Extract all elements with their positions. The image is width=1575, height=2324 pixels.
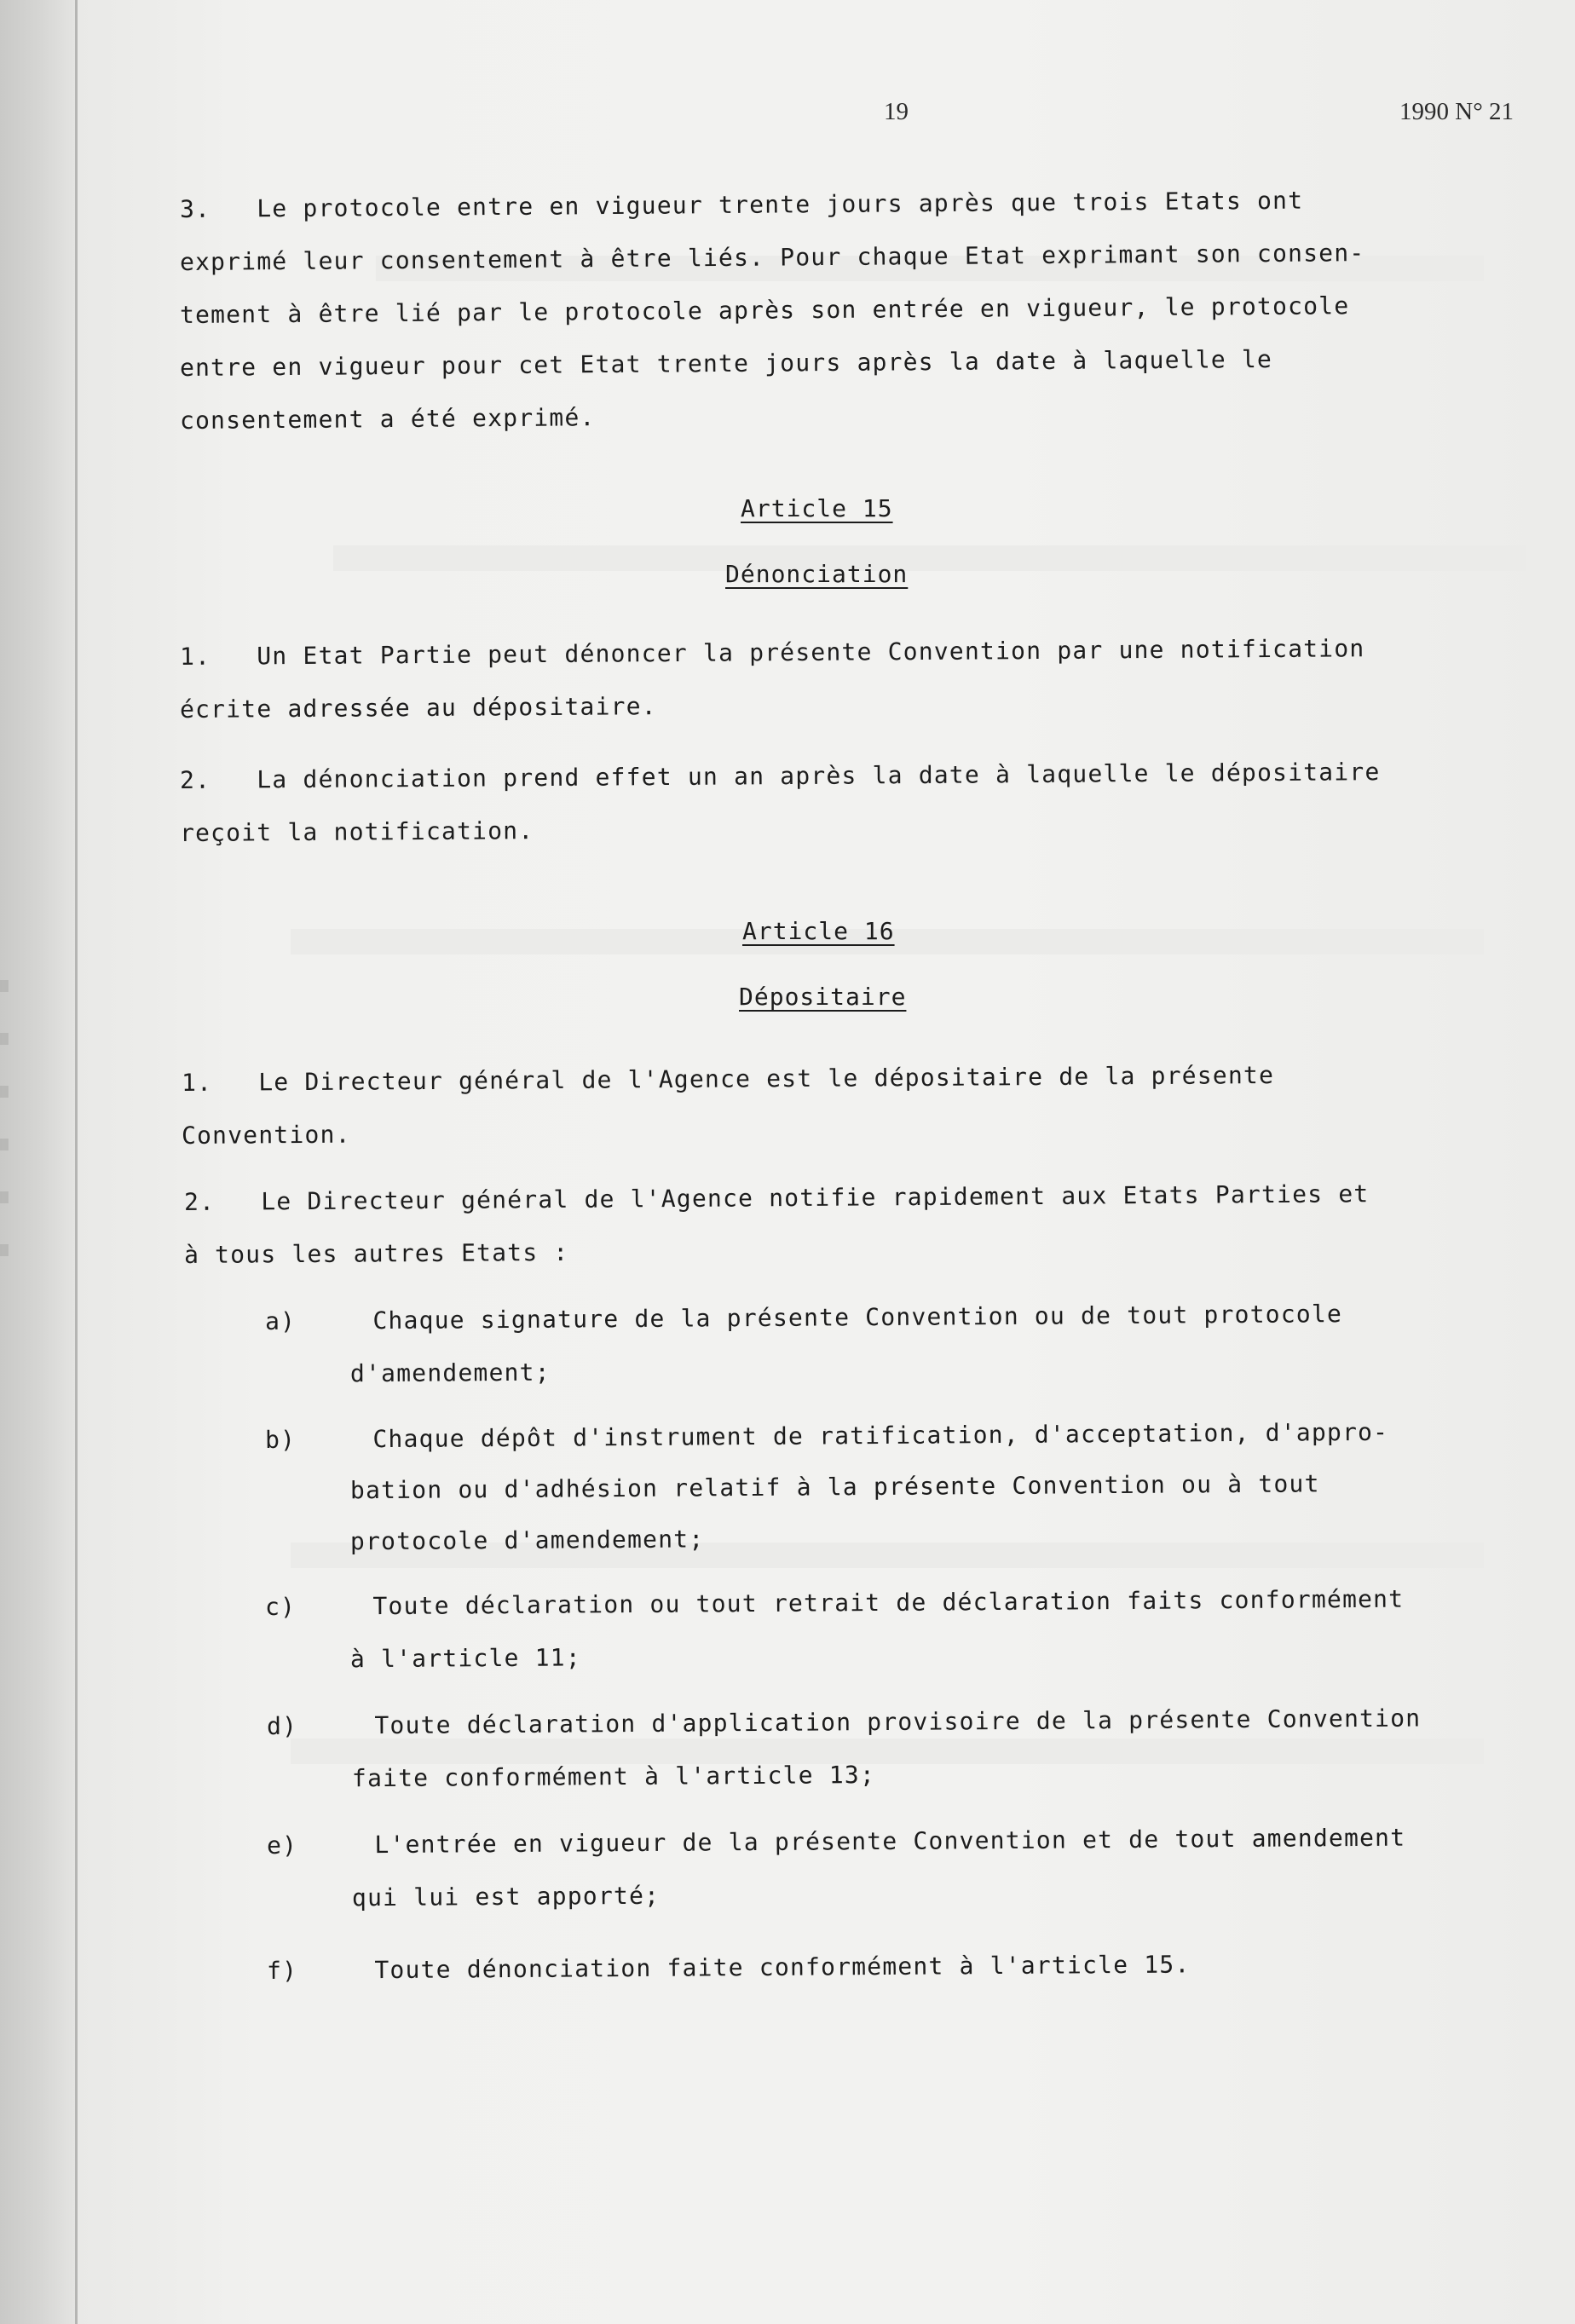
list-item-letter: d) — [266, 1711, 298, 1740]
list-item-e — [267, 1819, 1405, 1925]
page-number: 19 — [884, 98, 909, 125]
article16-title: Article 16 — [742, 917, 895, 945]
paragraph-number: 3. — [179, 194, 211, 223]
journal-issue: 1990 N° 21 — [1399, 98, 1514, 125]
list-item-letter: a) — [264, 1306, 297, 1335]
paragraph-line: consentement a été exprimé. — [179, 403, 596, 435]
article15-paragraph-2 — [180, 754, 1381, 860]
list-item-line: Toute déclaration d'application provisoire de la présente Convention — [374, 1704, 1422, 1740]
list-item-c — [265, 1581, 1404, 1687]
article16-subtitle: Dépositaire — [739, 983, 907, 1011]
article15-title: Article 15 — [741, 494, 893, 522]
adjacent-page-edge-marks — [0, 980, 17, 1297]
list-item-line: faite conformément à l'article 13; — [351, 1761, 876, 1793]
list-item-line: à l'article 11; — [349, 1643, 581, 1674]
paragraph-line: tement à être lié par le protocole après son entrée en vigueur, le protocole — [179, 291, 1350, 329]
paragraph-line: à tous les autres Etats : — [183, 1237, 569, 1269]
list-item-line: L'entrée en vigueur de la présente Convention et de tout amendement — [374, 1823, 1406, 1860]
paragraph-number: 1. — [179, 642, 211, 671]
paragraph-line: Le Directeur général de l'Agence est le dépositaire de la présente — [258, 1061, 1275, 1097]
paragraph-line: Le protocole entre en vigueur trente jours après que trois Etats ont — [257, 186, 1304, 223]
article15-paragraph-1 — [180, 631, 1364, 736]
article16-paragraph-1 — [182, 1057, 1274, 1162]
list-item-line: protocole d'amendement; — [349, 1525, 705, 1556]
article15-subtitle: Dénonciation — [725, 560, 909, 588]
document-page — [78, 0, 1575, 2324]
paragraph-line: exprimé leur consentement à être liés. Pour chaque Etat exprimant son consen- — [179, 239, 1365, 276]
list-item-letter: c) — [264, 1592, 297, 1621]
paragraph-line: Le Directeur général de l'Agence notifie rapidement aux Etats Parties et — [261, 1179, 1370, 1216]
paragraph-line: Un Etat Partie peut dénoncer la présente Convention par une notification — [257, 634, 1365, 671]
paragraph-number: 2. — [183, 1187, 216, 1216]
list-item-line: Toute déclaration ou tout retrait de déclaration faits conformément — [372, 1584, 1405, 1621]
paragraph-line: Convention. — [181, 1120, 351, 1150]
list-item-letter: f) — [266, 1956, 298, 1985]
list-item-f — [267, 1945, 1190, 1998]
bleed-through-line — [333, 545, 1526, 571]
list-item-letter: e) — [266, 1831, 298, 1860]
list-item-line: qui lui est apporté; — [351, 1881, 661, 1912]
paragraph-number: 2. — [179, 765, 211, 794]
list-item-line: Chaque dépôt d'instrument de ratification, d'acceptation, d'appro- — [372, 1417, 1389, 1454]
paragraph-line: La dénonciation prend effet un an après la date à laquelle le dépositaire — [257, 758, 1381, 794]
list-item-b — [265, 1415, 1388, 1568]
paragraph-line: écrite adressée au dépositaire. — [179, 692, 657, 724]
paragraph-number: 1. — [181, 1068, 213, 1097]
list-item-d — [267, 1700, 1421, 1806]
paragraph-line: entre en vigueur pour cet Etat trente jours après la date à laquelle le — [179, 344, 1273, 382]
article16-paragraph-2 — [184, 1176, 1369, 1282]
paragraph-line: reçoit la notification. — [179, 816, 534, 847]
list-item-line: Chaque signature de la présente Convention ou de tout protocole — [372, 1300, 1343, 1335]
article14-paragraph-3 — [180, 183, 1364, 447]
list-item-line: d'amendement; — [349, 1358, 551, 1388]
list-item-line: Toute dénonciation faite conformément à l'article 15. — [374, 1950, 1191, 1985]
list-item-letter: b) — [264, 1425, 297, 1454]
list-item-a — [265, 1295, 1342, 1401]
list-item-line: bation ou d'adhésion relatif à la présente Convention ou à tout — [349, 1469, 1320, 1505]
